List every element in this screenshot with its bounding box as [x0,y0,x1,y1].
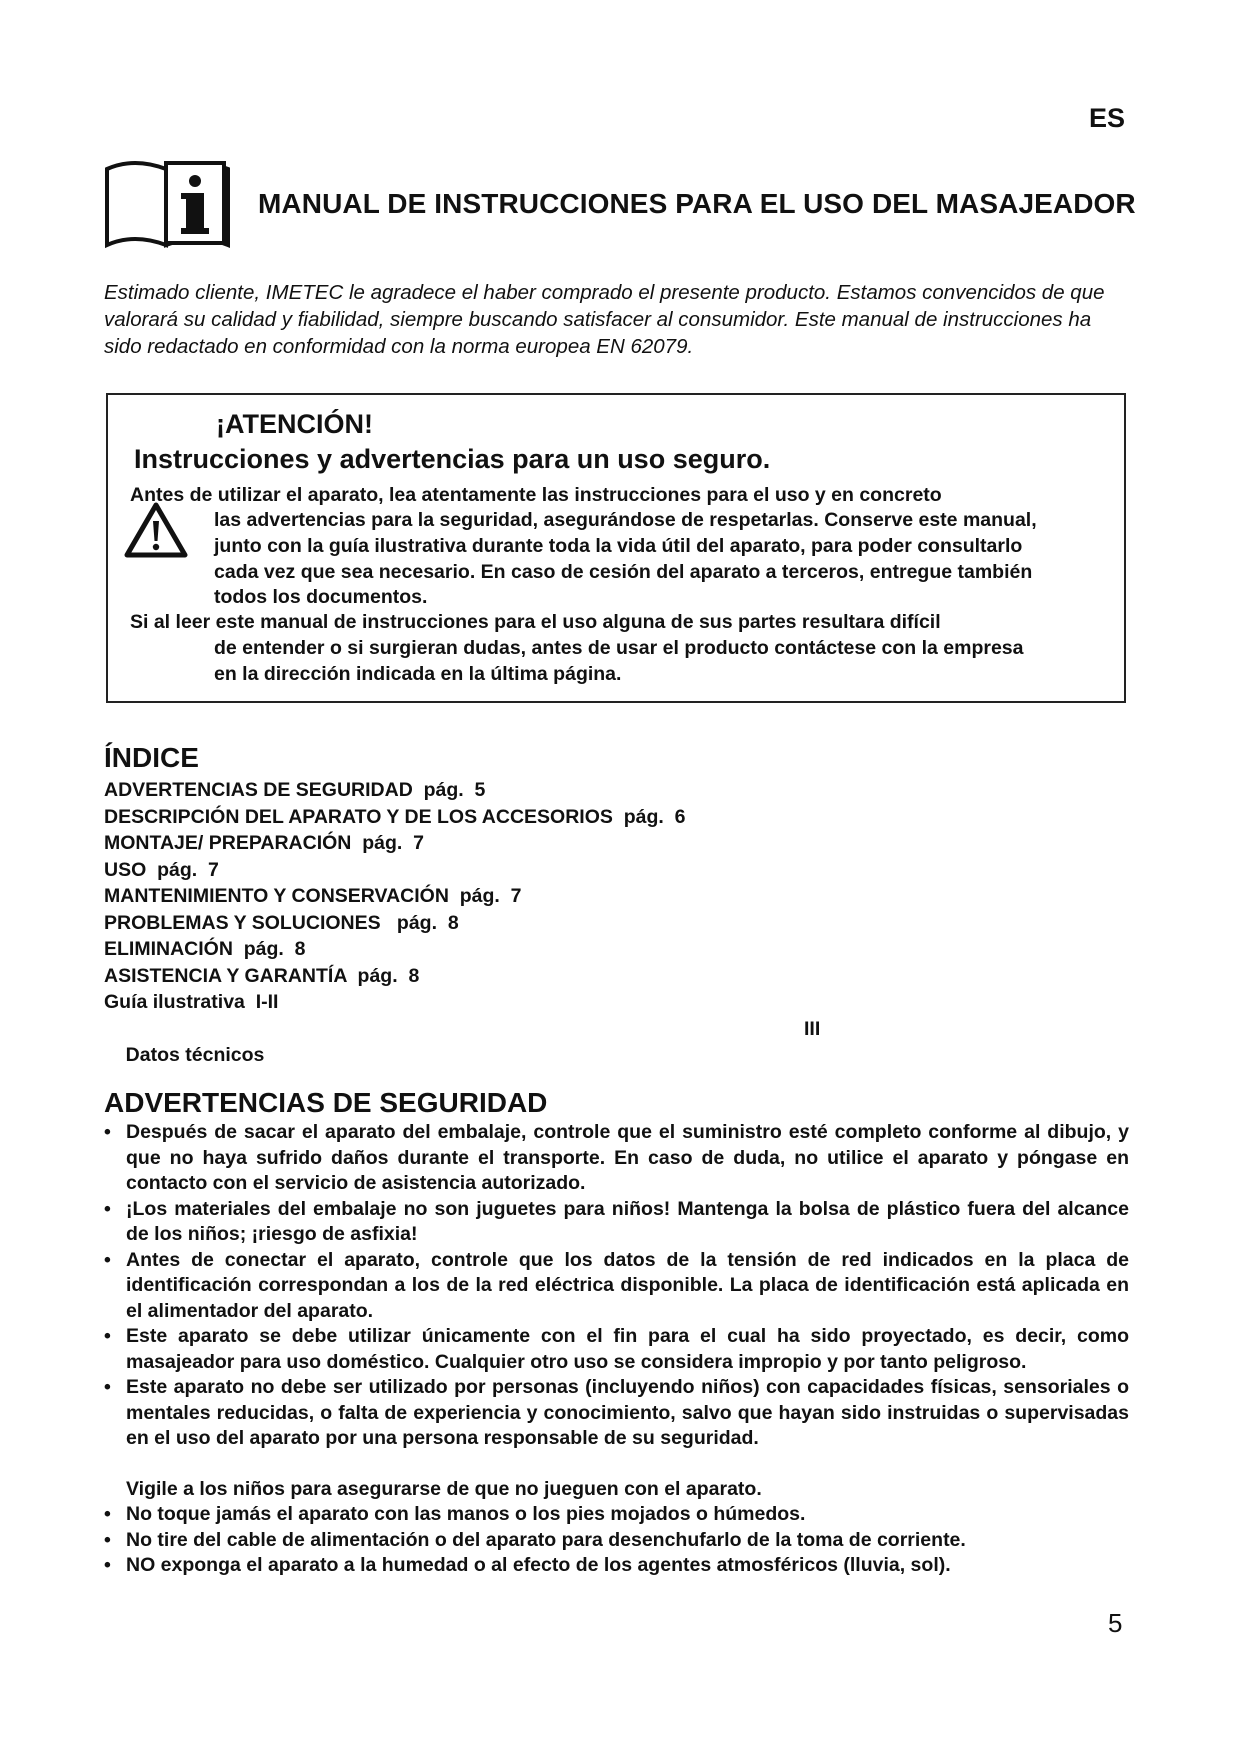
warning-text-line: las advertencias para la seguridad, asegurándose de respetarlas. Conserve este manual, [214,509,1037,531]
safety-item-text: No tire del cable de alimentación o del aparato para desenchufarlo de la toma de corriente. [126,1528,966,1551]
intro-line: sido redactado en conformidad con la norma europea EN 62079. [104,335,694,358]
safety-item-text: Este aparato se debe utilizar únicamente con el fin para el cual ha sido proyectado, es decir, como masajeador para uso doméstico. Cualquier otro uso se considera impropio y por tanto peligroso. [126,1325,1129,1373]
safety-list [104,1120,1129,1579]
bullet: • [104,1376,111,1398]
intro-line: Estimado cliente, IMETEC le agradece el haber comprado el presente producto. Estamos convencidos de que [104,281,1105,304]
warning-text-line: Si al leer este manual de instrucciones para el uso alguna de sus partes resultara difícil [130,611,941,633]
index-item: MANTENIMIENTO Y CONSERVACIÓN pág. 7 [104,885,522,907]
safety-item-text: Después de sacar el aparato del embalaje, controle que el suministro esté completo conforme al dibujo, y que no haya sufrido daños durante el transporte. En caso de duda, no utilice el aparato y póngase en contacto con el servicio de asistencia autorizado. [126,1121,1129,1194]
bullet: • [104,1197,111,1220]
index-item: Guía ilustrativa I-II [104,991,279,1013]
safety-item [104,1324,1129,1375]
index-item: USO pág. 7 [104,858,219,881]
safety-item-text: Antes de conectar el aparato, controle que los datos de la tensión de red indicados en la placa de identificación correspondan a los de la red eléctrica disponible. La placa de identificación está aplicada en el alimentador del aparato. [126,1248,1129,1322]
bullet: • [104,1503,111,1525]
index-heading: ÍNDICE [104,742,199,773]
warning-text-line: Antes de utilizar el aparato, lea atentamente las instrucciones para el uso y en concreto [130,484,942,506]
safety-item [104,1375,1129,1452]
safety-item-text: No toque jamás el aparato con las manos o los pies mojados o húmedos. [126,1503,806,1525]
safety-item-text: Este aparato no debe ser utilizado por personas (incluyendo niños) con capacidades físicas, sensoriales o mentales reducidas, o falta de experiencia y conocimiento, salvo que hayan sido instruidas o supervisadas en el uso del aparato por una persona responsable de su seguridad. [126,1376,1129,1449]
index-item-label: Datos técnicos [125,1044,265,1066]
safety-note [104,1477,1129,1503]
safety-item [104,1120,1129,1197]
intro-line: valorará su calidad y fiabilidad, siempre buscando satisfacer al consumidor. Este manual de instrucciones ha [104,308,1092,331]
info-book-icon [104,157,232,251]
warning-text-line: junto con la guía ilustrativa durante toda la vida útil del aparato, para poder consultarlo [214,535,1023,557]
safety-item [104,1197,1129,1248]
index-item: DESCRIPCIÓN DEL APARATO Y DE LOS ACCESORIOS pág. 6 [104,805,686,828]
index-item: ASISTENCIA Y GARANTÍA pág. 8 [104,964,420,987]
index-item: MONTAJE/ PREPARACIÓN pág. 7 [104,832,424,854]
index-item: PROBLEMAS Y SOLUCIONES pág. 8 [104,911,459,934]
safety-item-text: ¡Los materiales del embalaje no son juguetes para niños! Mantenga la bolsa de plástico fuera del alcance de los niños; ¡riesgo de asfixia! [126,1197,1129,1245]
warning-box [106,393,1126,703]
index-item: ADVERTENCIAS DE SEGURIDAD pág. 5 [104,779,486,801]
bullet: • [104,1554,111,1576]
warning-subtitle: Instrucciones y advertencias para un uso seguro. [134,444,771,474]
safety-item [104,1528,1129,1554]
bullet: • [104,1248,111,1271]
index-list [104,777,821,1066]
bullet: • [104,1528,111,1551]
safety-item [104,1502,1129,1528]
warning-triangle-icon [124,501,188,559]
warning-text-line: cada vez que sea necesario. En caso de cesión del aparato a terceros, entregue también [214,561,1033,583]
page-number: 5 [1108,1608,1123,1638]
intro-paragraph [104,279,1164,360]
bullet: • [104,1121,111,1143]
safety-item [104,1248,1129,1325]
safety-note-text: Vigile a los niños para asegurarse de que no jueguen con el aparato. [126,1477,762,1500]
index-item: ELIMINACIÓN pág. 8 [104,938,306,960]
safety-item-text: NO exponga el aparato a la humedad o al efecto de los agentes atmosféricos (lluvia, sol). [126,1554,951,1576]
language-code: ES [1089,103,1126,133]
index-item-page: III [804,1017,821,1040]
safety-heading: ADVERTENCIAS DE SEGURIDAD [104,1087,548,1118]
warning-text-line: todos los documentos. [214,586,428,608]
warning-title: ¡ATENCIÓN! [216,409,373,439]
warning-text-line: de entender o si surgieran dudas, antes de usar el producto contáctese con la empresa [214,637,1024,659]
warning-text-line: en la dirección indicada en la última página. [214,663,622,685]
index-item-datos [104,1016,821,1066]
document-title: MANUAL DE INSTRUCCIONES PARA EL USO DEL MASAJEADOR [258,188,1136,219]
safety-item [104,1553,1129,1579]
bullet: • [104,1325,111,1347]
